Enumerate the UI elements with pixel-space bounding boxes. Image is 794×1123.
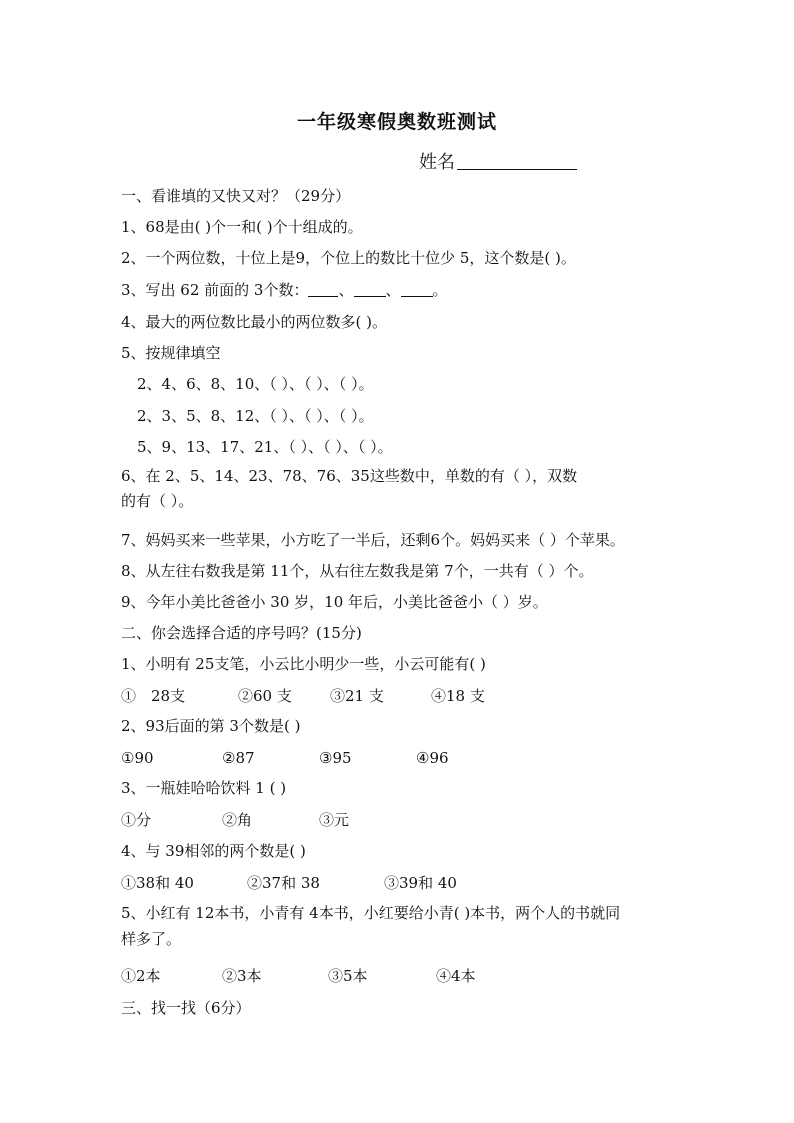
s1-question-6-line2: 的有（ ）。 xyxy=(121,492,194,510)
q3-end: 。 xyxy=(432,281,448,299)
section2-heading: 二、你会选择合适的序号吗？(15分) xyxy=(121,624,362,642)
option[interactable]: ③元 xyxy=(319,811,350,829)
s1-question-6-line1: 6、在 2、5、14、23、78、76、35这些数中，单数的有（ ），双数 xyxy=(121,467,578,485)
pattern-row-1: 2、4、6、8、10、（ ）、（ ）、（ ）。 xyxy=(137,375,374,393)
section3-heading: 三、找一找（6分） xyxy=(121,999,251,1017)
section1-heading: 一、看谁填的又快又对？（29分） xyxy=(121,187,351,205)
s2-question-1: 1、小明有 25支笔，小云比小明少一些，小云可能有( ) xyxy=(121,655,486,673)
page-title: 一年级寒假奥数班测试 xyxy=(296,111,497,133)
s2-question-2: 2、93后面的第 3个数是( ) xyxy=(121,717,301,735)
option[interactable]: ②60 支 xyxy=(238,687,292,705)
q3-sep-2: 、 xyxy=(385,281,401,299)
option[interactable]: ②3本 xyxy=(222,967,262,985)
name-label: 姓名 xyxy=(419,152,455,173)
option[interactable]: ②87 xyxy=(222,749,255,767)
option[interactable]: ②37和 38 xyxy=(247,874,320,892)
option[interactable]: ④4本 xyxy=(436,967,476,985)
option[interactable]: ③21 支 xyxy=(330,687,384,705)
option[interactable]: ③95 xyxy=(319,749,352,767)
s2-q2-options xyxy=(121,748,449,768)
s1-question-3 xyxy=(121,280,448,300)
q3-text: 3、写出 62 前面的 3个数： xyxy=(121,281,309,299)
option[interactable]: ③39和 40 xyxy=(384,874,457,892)
q3-blank-2[interactable] xyxy=(354,282,386,297)
s1-question-9: 9、今年小美比爸爸小 30 岁，10 年后，小美比爸爸小（ ）岁。 xyxy=(121,593,548,611)
q3-sep-1: 、 xyxy=(338,281,354,299)
option[interactable]: ②角 xyxy=(222,811,253,829)
s1-question-7: 7、妈妈买来一些苹果，小方吃了一半后，还剩6个。妈妈买来（ ）个苹果。 xyxy=(121,531,625,549)
s2-q1-options xyxy=(121,686,485,706)
s1-question-5-heading: 5、按规律填空 xyxy=(121,344,221,362)
s2-q4-options xyxy=(121,873,457,893)
s1-question-4: 4、最大的两位数比最小的两位数多( )。 xyxy=(121,313,388,331)
s1-question-2: 2、一个两位数，十位上是9，个位上的数比十位少 5，这个数是( )。 xyxy=(121,249,576,267)
pattern-row-2: 2、3、5、8、12、（ ）、（ ）、（ ）。 xyxy=(137,407,374,425)
s1-question-1: 1、68是由( )个一和( )个十组成的。 xyxy=(121,218,363,236)
s2-question-5-line1: 5、小红有 12本书，小青有 4本书，小红要给小青( )本书，两个人的书就同 xyxy=(121,904,621,922)
pattern-row-3: 5、9、13、17、21、（ ）、（ ）、（ ）。 xyxy=(137,438,393,456)
option[interactable]: ④18 支 xyxy=(431,687,485,705)
s2-q3-options xyxy=(121,810,349,830)
option[interactable]: ③5本 xyxy=(328,967,368,985)
option[interactable]: ①分 xyxy=(121,811,152,829)
option[interactable]: ①2本 xyxy=(121,967,161,985)
name-field-row xyxy=(419,148,577,174)
s2-question-4: 4、与 39相邻的两个数是( ) xyxy=(121,842,306,860)
name-input-line[interactable] xyxy=(457,151,577,170)
option[interactable]: ①38和 40 xyxy=(121,874,194,892)
q3-blank-3[interactable] xyxy=(401,282,433,297)
option[interactable]: ① 28支 xyxy=(121,687,186,705)
s2-q5-options xyxy=(121,966,476,986)
q3-blank-1[interactable] xyxy=(308,282,338,297)
option[interactable]: ①90 xyxy=(121,749,154,767)
s1-question-8: 8、从左往右数我是第 11个，从右往左数我是第 7个，一共有（ ）个。 xyxy=(121,562,594,580)
s2-question-5-line2: 样多了。 xyxy=(121,930,182,948)
option[interactable]: ④96 xyxy=(416,749,449,767)
s2-question-3: 3、一瓶娃哈哈饮料 1 ( ) xyxy=(121,779,287,797)
